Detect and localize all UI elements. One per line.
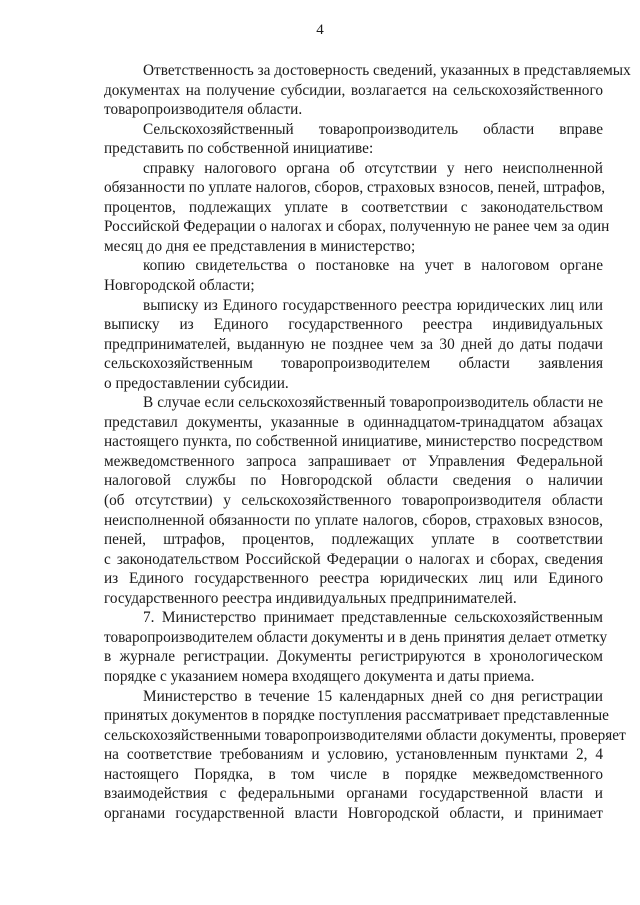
text-line: пеней, штрафов, процентов, подлежащих уплате в соответствии: [104, 531, 603, 549]
paragraph: [104, 159, 610, 257]
paragraph: [104, 296, 603, 394]
text-line: представил документы, указанные в одиннадцатом-тринадцатом абзацах: [104, 413, 603, 431]
text-line: товаропроизводителем области документы и в день принятия делает отметку: [104, 628, 608, 646]
text-line: органами государственной власти Новгородской области, и принимает: [104, 804, 603, 822]
text-line: взаимодействия с федеральными органами государственной власти и: [104, 785, 603, 803]
text-line: выписку из Единого государственного реестра индивидуальных: [104, 316, 603, 334]
text-line: настоящего пункта, по собственной инициативе, министерство посредством: [104, 433, 603, 451]
document-body: [104, 61, 631, 823]
paragraph: [104, 608, 608, 686]
paragraph: [104, 256, 603, 295]
text-line: копию свидетельства о постановке на учет в налоговом органе: [143, 257, 603, 275]
text-line: неисполненной обязанности по уплате налогов, сборов, страховых взносов,: [104, 511, 603, 529]
text-line: на соответствие требованиям и условию, установленным пунктами 2, 4: [104, 746, 603, 764]
text-line: налоговой службы по Новгородской области сведения о наличии: [104, 472, 603, 490]
text-line: из Единого государственного реестра юридических лиц или Единого: [104, 570, 603, 588]
text-line: процентов, подлежащих уплате в соответствии с законодательством: [104, 198, 603, 216]
text-line: месяц до дня ее представления в министерство;: [104, 237, 416, 255]
text-line: с законодательством Российской Федерации о налогах и сборах, сведения: [104, 550, 603, 568]
text-line: Ответственность за достоверность сведений, указанных в представляемых: [143, 62, 631, 79]
text-line: о предоставлении субсидии.: [104, 374, 289, 392]
text-line: предпринимателей, выданную не позднее чем за 30 дней до даты подачи: [104, 335, 603, 353]
paragraph: [104, 687, 626, 824]
text-line: межведомственного запроса запрашивает от Управления Федеральной: [104, 452, 603, 470]
text-line: представить по собственной инициативе:: [104, 140, 374, 158]
text-line: принятых документов в порядке поступления рассматривает представленные: [104, 707, 609, 725]
text-line: в журнале регистрации. Документы регистрируются в хронологическом: [104, 648, 603, 666]
paragraph: [104, 120, 603, 159]
text-line: настоящего Порядка, в том числе в порядке межведомственного: [104, 765, 603, 783]
paragraph: [104, 393, 603, 608]
text-line: сельскохозяйственным товаропроизводителем области заявления: [104, 355, 603, 373]
text-line: справку налогового органа об отсутствии у него неисполненной: [143, 159, 603, 177]
paragraph: [104, 61, 631, 120]
text-line: В случае если сельскохозяйственный товаропроизводитель области не: [143, 394, 603, 412]
text-line: Министерство в течение 15 календарных дней со дня регистрации: [143, 687, 603, 705]
text-line: сельскохозяйственными товаропроизводителями области документы, проверяет: [104, 726, 626, 744]
text-line: товаропроизводителя области.: [104, 101, 303, 119]
text-line: Сельскохозяйственный товаропроизводитель области вправе: [143, 120, 603, 138]
text-line: Российской Федерации о налогах и сборах, полученную не ранее чем за один: [104, 218, 610, 236]
text-line: государственного реестра индивидуальных предпринимателей.: [104, 589, 517, 607]
text-line: выписку из Единого государственного реестра юридических лиц или: [143, 296, 603, 314]
text-line: (об отсутствии) у сельскохозяйственного товаропроизводителя области: [104, 492, 603, 510]
text-line: 7. Министерство принимает представленные сельскохозяйственным: [143, 609, 603, 627]
page-number: 4: [316, 22, 324, 38]
text-line: документах на получение субсидии, возлагается на сельскохозяйственного: [104, 81, 603, 99]
text-line: обязанности по уплате налогов, сборов, страховых взносов, пеней, штрафов,: [104, 179, 606, 197]
text-line: Новгородской области;: [104, 277, 255, 295]
text-line: порядке с указанием номера входящего документа и даты приема.: [104, 667, 535, 685]
